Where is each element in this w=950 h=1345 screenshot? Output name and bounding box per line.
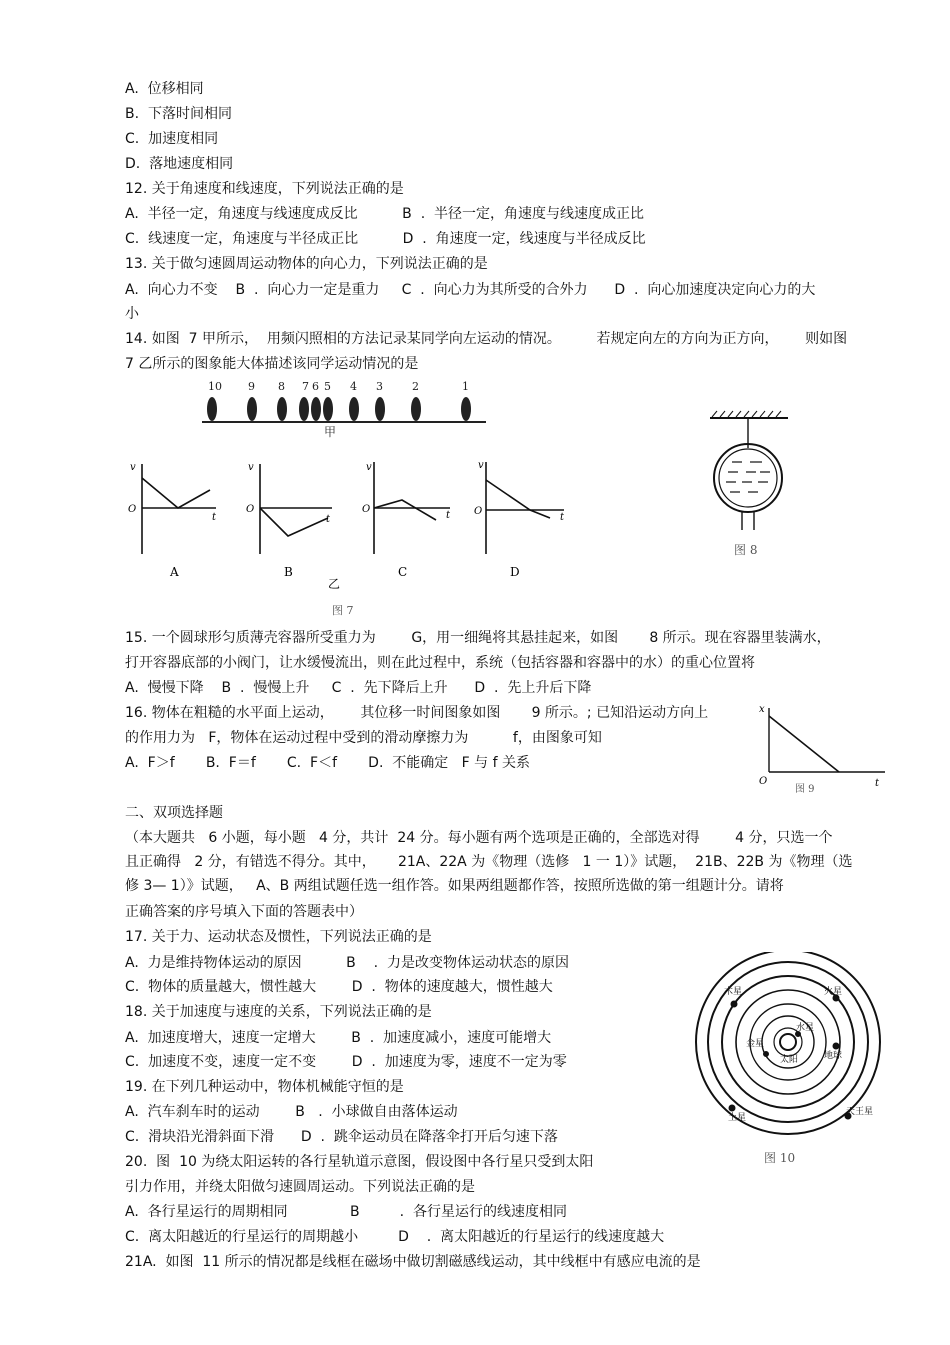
text-line-l33: 20. 图 10 为绕太阳运转的各行星轨道示意图，假设图中各行星只受到太阳 (125, 1154, 594, 1170)
vt-b-o: O (246, 504, 255, 515)
vt-b-t: t (326, 514, 331, 525)
vt-d-t: t (560, 512, 565, 523)
vt-c-o: O (362, 504, 371, 515)
text-line-l27: 18. 关于加速度与速度的关系，下列说法正确的是 (125, 1004, 432, 1020)
text-line-l26: C. 物体的质量越大，惯性越大 D . 物体的速度越大，惯性越大 (125, 979, 553, 995)
text-line-l22: 修 3— 1）》试题， A、B 两组试题任选一组作答。如果两组题都作答，按照所选做的第一组题计分。请将 (125, 878, 784, 894)
vt-b-v: v (248, 462, 254, 473)
vt-label-yi: 乙 (328, 577, 341, 591)
text-line-l32: C. 滑块沿光滑斜面下滑 D . 跳伞运动员在降落伞打开后匀速下落 (125, 1129, 558, 1145)
planet-label-uranus: 天王星 (846, 1107, 874, 1117)
strobe-number-6: 6 (312, 380, 319, 393)
strobe-figures (207, 397, 471, 421)
planet-label-saturn: 土星 (728, 1113, 747, 1123)
strobe-number-5: 5 (324, 380, 331, 393)
text-line-l2: B. 下落时间相同 (125, 106, 232, 122)
strobe-number-1: 1 (462, 380, 469, 393)
planet-label-mars: 火星 (824, 987, 843, 997)
figure-9-caption: 图 9 (795, 784, 815, 795)
strobe-label-jia: 甲 (324, 425, 337, 439)
vt-label-d: D (510, 565, 520, 579)
vt-graph-a (142, 464, 216, 554)
planet-label-mercury: 水星 (796, 1023, 815, 1033)
vt-d-v: v (478, 460, 484, 471)
strobe-numbers (208, 380, 469, 393)
text-line-l21: 且正确得 2 分，有错选不得分。其中， 21A、22A 为《物理（选修 1 一 1）》试题， 21B、22B 为《物理（选 (125, 854, 853, 870)
text-line-l31: A. 汽车刹车时的运动 B . 小球做自由落体运动 (125, 1104, 458, 1120)
text-line-l13: 15. 一个圆球形匀质薄壳容器所受重力为 G，用一细绳将其悬挂起来，如图 8 所示。现在容器里装满水， (125, 630, 831, 646)
figure-9 (755, 700, 895, 800)
vt-c-t: t (446, 510, 451, 521)
vt-label-c: C (398, 565, 408, 579)
text-line-l36: C. 离太阳越近的行星运行的周期越小 D . 离太阳越近的行星运行的线速度越大 (125, 1229, 665, 1245)
text-line-l17: 的作用力为 F，物体在运动过程中受到的滑动摩擦力为 f，由图象可知 (125, 730, 602, 746)
text-line-l12: 7 乙所示的图象能大体描述该同学运动情况的是 (125, 356, 419, 372)
figure-8 (700, 408, 800, 563)
strobe-number-2: 2 (412, 380, 419, 393)
text-line-l25: A. 力是维持物体运动的原因 B . 力是改变物体运动状态的原因 (125, 955, 569, 971)
planet-label-venus: 金星 (746, 1039, 765, 1049)
figure-7-caption: 图 7 (332, 604, 354, 617)
text-line-l4: D. 落地速度相同 (125, 156, 234, 172)
text-line-l18: A. F＞f B. F＝f C. F＜f D. 不能确定 F 与 f 关系 (125, 755, 530, 771)
text-line-l30: 19. 在下列几种运动中，物体机械能守恒的是 (125, 1079, 404, 1095)
vt-c-v: v (366, 462, 372, 473)
text-line-l19: 二、双项选择题 (125, 805, 223, 821)
strobe-number-4: 4 (350, 380, 357, 393)
vt-graph-c (374, 462, 450, 554)
figure-10 (688, 952, 888, 1172)
text-line-l23: 正确答案的序号填入下面的答题表中） (125, 904, 363, 920)
figure-8-caption: 图 8 (734, 543, 758, 557)
vt-d-o: O (474, 506, 483, 517)
vt-label-b: B (284, 565, 293, 579)
figure-10-caption: 图 10 (764, 1151, 796, 1165)
text-line-l29: C. 加速度不变，速度一定不变 D . 加速度为零，速度不一定为零 (125, 1054, 567, 1070)
text-line-l24: 17. 关于力、运动状态及惯性，下列说法正确的是 (125, 929, 432, 945)
text-line-l28: A. 加速度增大，速度一定增大 B . 加速度减小，速度可能增大 (125, 1030, 552, 1046)
text-line-l35: A. 各行星运行的周期相同 B . 各行星运行的线速度相同 (125, 1204, 567, 1220)
text-line-l16: 16. 物体在粗糙的水平面上运动， 其位移一时间图象如图 9 所示。; 已知沿运动方向上 (125, 705, 709, 721)
vt-label-a: A (170, 565, 179, 579)
fig9-x: x (759, 704, 765, 715)
text-line-l20: （本大题共 6 小题，每小题 4 分，共计 24 分。每小题有两个选项是正确的，全部选对得 4 分，只选一个 (125, 830, 833, 846)
strobe-number-7: 7 (302, 380, 309, 393)
planet-label-earth: 地球 (824, 1051, 843, 1061)
text-line-l5: 12. 关于角速度和线速度，下列说法正确的是 (125, 181, 404, 197)
text-line-l37: 21A. 如图 11 所示的情况都是线框在磁场中做切割磁感线运动，其中线框中有感应电流的是 (125, 1254, 701, 1270)
text-line-l1: A. 位移相同 (125, 81, 204, 97)
vt-graph-b (260, 464, 332, 554)
text-line-l34: 引力作用，并绕太阳做匀速圆周运动。下列说法正确的是 (125, 1179, 475, 1195)
text-line-l6: A. 半径一定，角速度与线速度成反比 B . 半径一定，角速度与线速度成正比 (125, 206, 645, 222)
strobe-number-9: 9 (248, 380, 255, 393)
strobe-number-3: 3 (376, 380, 383, 393)
fig9-o: O (759, 776, 768, 787)
text-line-l7: C. 线速度一定，角速度与半径成正比 D . 角速度一定，线速度与半径成反比 (125, 231, 646, 247)
text-line-l14: 打开容器底部的小阀门，让水缓慢流出，则在此过程中，系统（包括容器和容器中的水）的重心位置将 (125, 655, 755, 671)
vt-graph-d (486, 462, 564, 554)
vt-a-o: O (128, 504, 137, 515)
text-line-l8: 13. 关于做匀速圆周运动物体的向心力，下列说法正确的是 (125, 256, 488, 272)
planet-label-sun: 太阳 (780, 1055, 799, 1065)
planet-label-jupiter: 木星 (724, 987, 743, 997)
figure-7 (120, 378, 580, 623)
text-line-l11: 14. 如图 7 甲所示， 用频闪照相的方法记录某同学向左运动的情况。 若规定向左的方向为正方向， 则如图 (125, 331, 848, 347)
text-line-l10: 小 (125, 306, 139, 322)
vt-a-t: t (212, 512, 217, 523)
text-line-l3: C. 加速度相同 (125, 131, 219, 147)
text-line-l9: A. 向心力不变 B . 向心力一定是重力 C . 向心力为其所受的合外力 D . 向心加速度决定向心力的大 (125, 282, 816, 298)
text-line-l15: A. 慢慢下降 B . 慢慢上升 C . 先下降后上升 D . 先上升后下降 (125, 680, 592, 696)
vt-a-v: v (130, 462, 136, 473)
strobe-number-10: 10 (208, 380, 222, 393)
strobe-number-8: 8 (278, 380, 285, 393)
fig9-t: t (875, 778, 880, 789)
